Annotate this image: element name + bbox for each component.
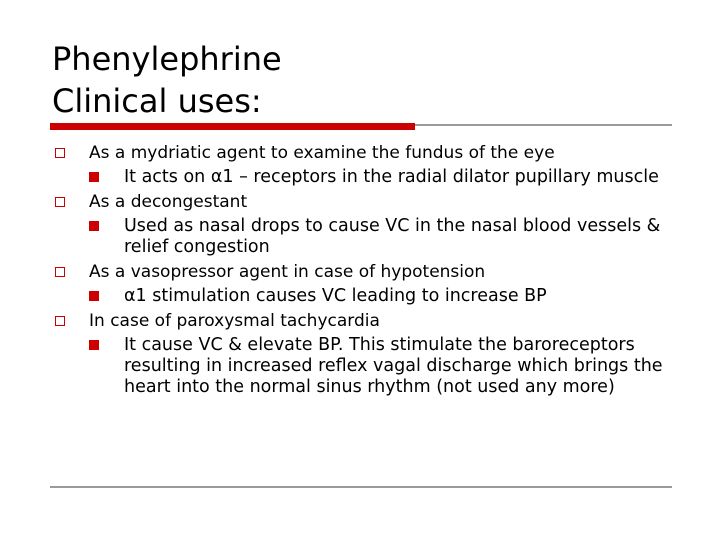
hollow-square-bullet-icon: [55, 316, 65, 326]
filled-square-bullet-icon: [89, 221, 99, 231]
sub-bullet-item: [52, 216, 682, 258]
bullet-text: As a decongestant: [89, 192, 248, 212]
filled-square-bullet-icon: [89, 291, 99, 301]
sub-bullet-text: It acts on α1 – receptors in the radial dilator pupillary muscle: [124, 167, 659, 187]
filled-square-bullet-icon: [89, 340, 99, 350]
bullet-item: [52, 311, 682, 332]
bullet-list: [52, 143, 682, 402]
bullet-item: [52, 262, 682, 283]
hollow-square-bullet-icon: [55, 197, 65, 207]
sub-bullet-item: [52, 335, 682, 398]
slide-title: [52, 38, 282, 122]
sub-bullet-item: [52, 286, 682, 307]
filled-square-bullet-icon: [89, 172, 99, 182]
sub-bullet-text: α1 stimulation causes VC leading to increase BP: [124, 286, 547, 306]
bullet-text: As a vasopressor agent in case of hypotension: [89, 262, 486, 282]
bullet-text: As a mydriatic agent to examine the fundus of the eye: [89, 143, 555, 163]
slide-title-line2: Clinical uses:: [52, 82, 262, 120]
bullet-text: In case of paroxysmal tachycardia: [89, 311, 380, 331]
hollow-square-bullet-icon: [55, 267, 65, 277]
sub-bullet-text: It cause VC & elevate BP. This stimulate the baroreceptors resulting in increased reflex vagal discharge which brings the heart into the normal sinus rhythm (not used any more): [124, 335, 663, 397]
hollow-square-bullet-icon: [55, 148, 65, 158]
bullet-item: [52, 192, 682, 213]
title-accent-bar: [50, 123, 415, 130]
slide-title-line1: Phenylephrine: [52, 40, 282, 78]
footer-divider: [50, 486, 672, 488]
sub-bullet-item: [52, 167, 682, 188]
bullet-item: [52, 143, 682, 164]
sub-bullet-text: Used as nasal drops to cause VC in the nasal blood vessels & relief congestion: [124, 216, 661, 257]
